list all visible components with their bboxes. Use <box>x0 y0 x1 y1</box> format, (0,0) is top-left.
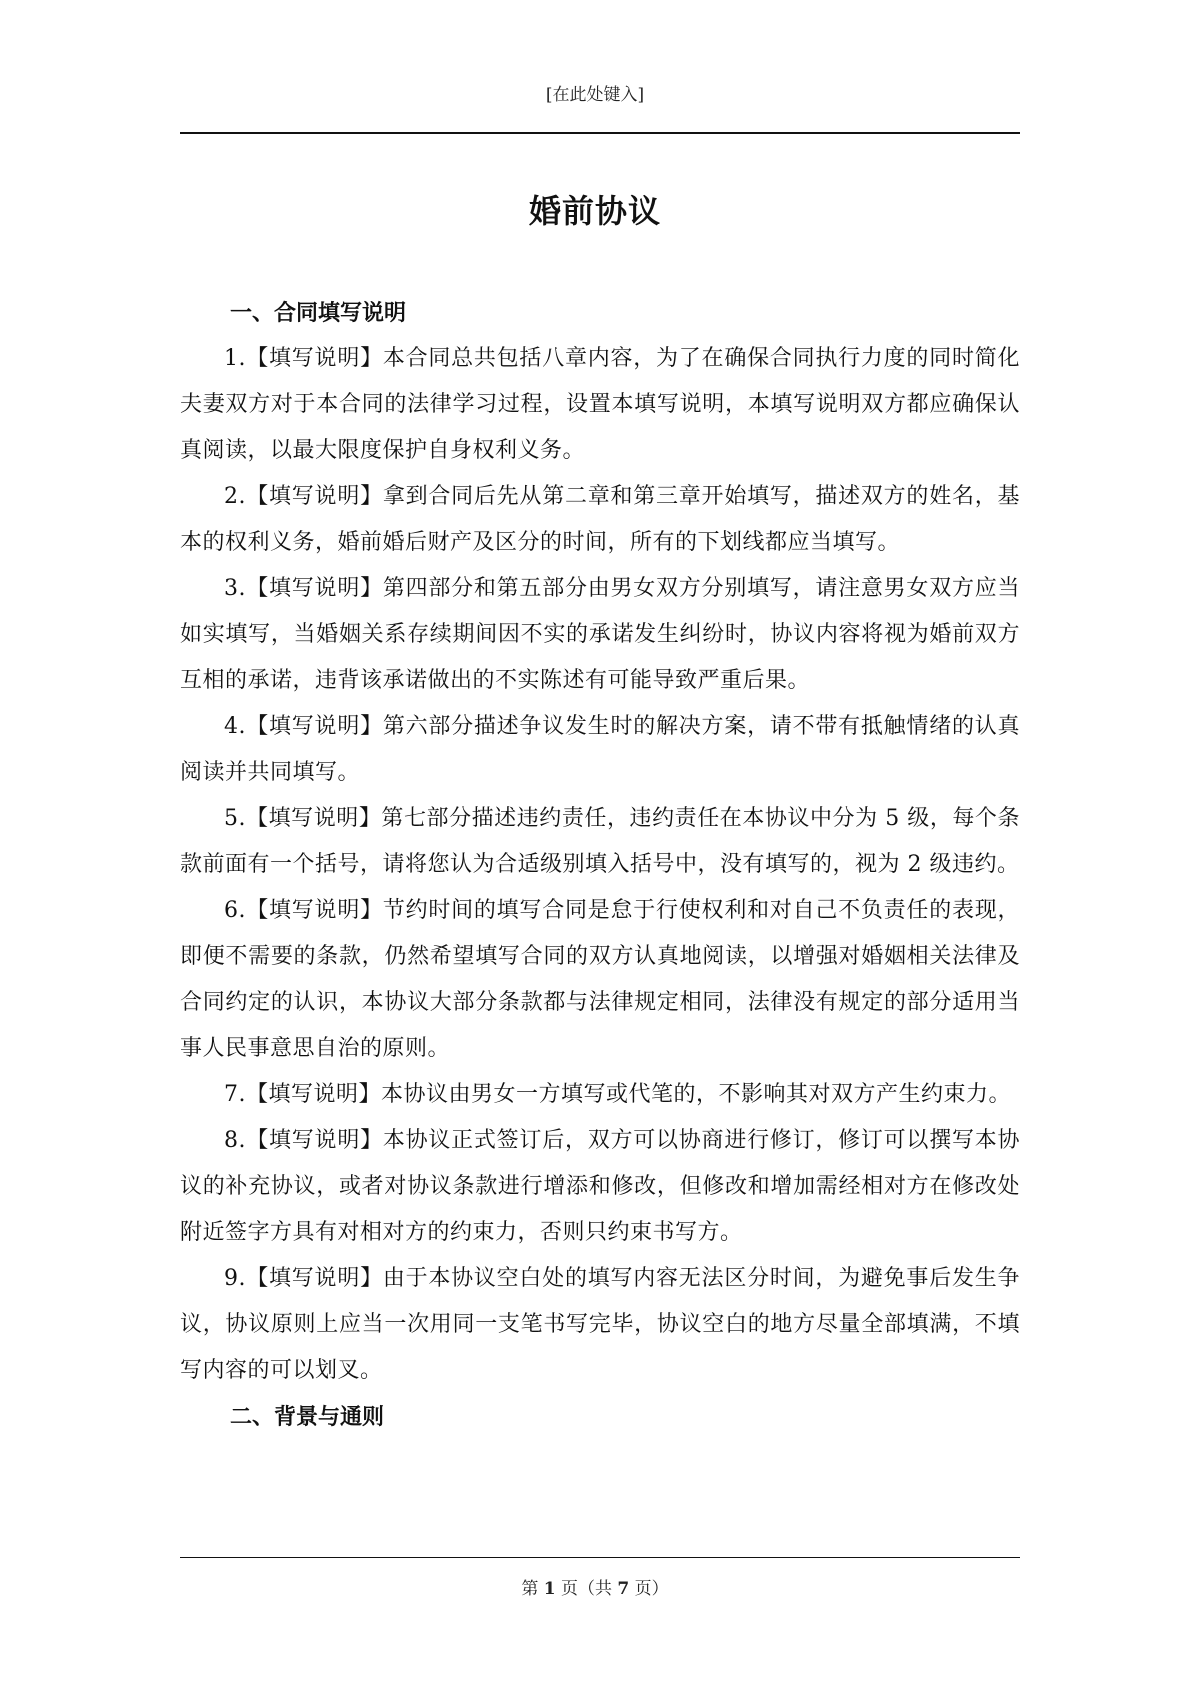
instruction-paragraph-8: 8.【填写说明】本协议正式签订后，双方可以协商进行修订，修订可以撰写本协议的补充协议，或者对协议条款进行增添和修改，但修改和增加需经相对方在修改处附近签字方具有对相对方的约束力，否则只约束书写方。 <box>180 1128 1020 1245</box>
footer-page-number: 1 <box>543 1579 556 1599</box>
section-heading-2: 二、背景与通则 <box>230 1404 385 1430</box>
footer-page-suffix: 页） <box>634 1579 669 1599</box>
page-footer <box>0 1574 1190 1599</box>
page-header[interactable]: [在此处键入] <box>545 85 645 105</box>
instruction-paragraph-2: 2.【填写说明】拿到合同后先从第二章和第三章开始填写，描述双方的姓名，基本的权利义务，婚前婚后财产及区分的时间，所有的下划线都应当填写。 <box>180 484 1020 555</box>
footer-page-prefix: 第 <box>521 1579 539 1599</box>
instruction-paragraph-9: 9.【填写说明】由于本协议空白处的填写内容无法区分时间，为避免事后发生争议，协议原则上应当一次用同一支笔书写完毕，协议空白的地方尽量全部填满，不填写内容的可以划叉。 <box>180 1266 1020 1383</box>
document-body <box>180 290 1020 1440</box>
instruction-paragraph-6: 6.【填写说明】节约时间的填写合同是怠于行使权利和对自己不负责任的表现，即便不需要的条款，仍然希望填写合同的双方认真地阅读，以增强对婚姻相关法律及合同约定的认识，本协议大部分条款都与法律规定相同，法律没有规定的部分适用当事人民事意思自治的原则。 <box>180 898 1020 1061</box>
instruction-paragraph-5: 5.【填写说明】第七部分描述违约责任，违约责任在本协议中分为 5 级，每个条款前面有一个括号，请将您认为合适级别填入括号中，没有填写的，视为 2 级违约。 <box>180 806 1020 877</box>
document-title: 婚前协议 <box>528 192 661 230</box>
header-divider <box>180 132 1020 134</box>
instruction-paragraph-7: 7.【填写说明】本协议由男女一方填写或代笔的，不影响其对双方产生约束力。 <box>224 1082 1011 1107</box>
footer-divider <box>180 1557 1020 1558</box>
section-heading-1: 一、合同填写说明 <box>230 300 407 326</box>
footer-page-total: 7 <box>617 1579 630 1599</box>
instruction-paragraph-1: 1.【填写说明】本合同总共包括八章内容，为了在确保合同执行力度的同时简化夫妻双方对于本合同的法律学习过程，设置本填写说明，本填写说明双方都应确保认真阅读，以最大限度保护自身权利义务。 <box>180 346 1020 463</box>
instruction-paragraph-4: 4.【填写说明】第六部分描述争议发生时的解决方案，请不带有抵触情绪的认真阅读并共同填写。 <box>180 714 1020 785</box>
footer-page-middle: 页（共 <box>561 1579 612 1599</box>
instruction-paragraph-3: 3.【填写说明】第四部分和第五部分由男女双方分别填写，请注意男女双方应当如实填写，当婚姻关系存续期间因不实的承诺发生纠纷时，协议内容将视为婚前双方互相的承诺，违背该承诺做出的不实陈述有可能导致严重后果。 <box>180 576 1020 693</box>
